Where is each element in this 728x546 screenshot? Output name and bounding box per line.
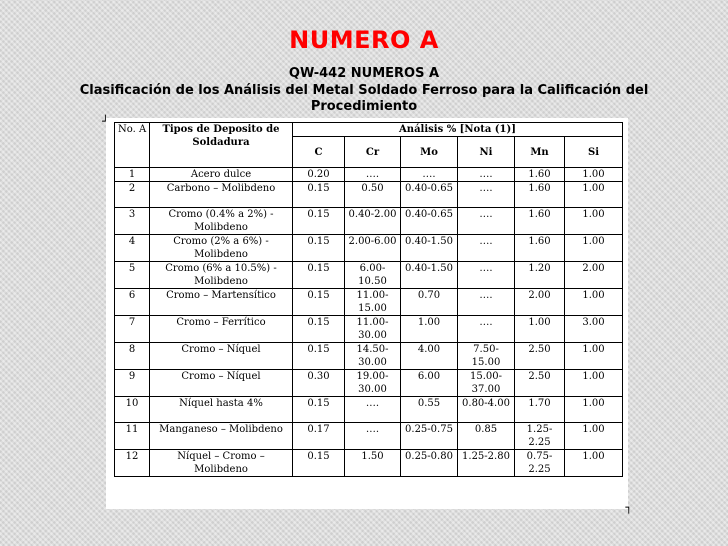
cell-mo: 1.00 — [401, 316, 458, 343]
cell-c: 0.15 — [293, 235, 345, 262]
cell-mo: 0.40-1.50 — [401, 235, 458, 262]
table-row — [115, 343, 623, 370]
cell-si: 1.00 — [565, 168, 623, 182]
cell-no: 11 — [115, 423, 150, 450]
cell-cr: 19.00-30.00 — [345, 370, 401, 397]
cell-mo: 0.70 — [401, 289, 458, 316]
header-si: Si — [565, 137, 623, 168]
cell-cr: 14.50-30.00 — [345, 343, 401, 370]
cell-no: 2 — [115, 182, 150, 208]
cell-mn: 1.60 — [515, 168, 565, 182]
table-row — [115, 316, 623, 343]
header-ni: Ni — [458, 137, 515, 168]
cell-ni: …. — [458, 235, 515, 262]
header-no: No. A — [115, 123, 150, 168]
classification-table — [114, 122, 623, 477]
cell-no: 10 — [115, 397, 150, 423]
cell-si: 1.00 — [565, 397, 623, 423]
cell-ni: 0.80-4.00 — [458, 397, 515, 423]
cell-cr: 0.50 — [345, 182, 401, 208]
cell-tipo: Cromo (6% a 10.5%) - Molibdeno — [150, 262, 293, 289]
cell-ni: 7.50-15.00 — [458, 343, 515, 370]
cell-si: 1.00 — [565, 370, 623, 397]
header-c: C — [293, 137, 345, 168]
cell-no: 1 — [115, 168, 150, 182]
cell-mn: 1.25-2.25 — [515, 423, 565, 450]
cell-c: 0.15 — [293, 343, 345, 370]
cell-ni: …. — [458, 182, 515, 208]
cell-cr: 0.40-2.00 — [345, 208, 401, 235]
header-tipo: Tipos de Deposito de Soldadura — [150, 123, 293, 168]
cell-no: 9 — [115, 370, 150, 397]
cell-c: 0.15 — [293, 262, 345, 289]
cell-si: 3.00 — [565, 316, 623, 343]
table-row — [115, 450, 623, 477]
cell-mo: 0.25-0.80 — [401, 450, 458, 477]
cell-si: 2.00 — [565, 262, 623, 289]
cell-tipo: Cromo (2% a 6%) - Molibdeno — [150, 235, 293, 262]
cell-cr: 2.00-6.00 — [345, 235, 401, 262]
cell-mo: …. — [401, 168, 458, 182]
cell-no: 5 — [115, 262, 150, 289]
cell-si: 1.00 — [565, 423, 623, 450]
cell-no: 12 — [115, 450, 150, 477]
cell-ni: …. — [458, 289, 515, 316]
table-row — [115, 370, 623, 397]
cell-mo: 0.55 — [401, 397, 458, 423]
cell-cr: 1.50 — [345, 450, 401, 477]
cell-cr: 11.00-30.00 — [345, 316, 401, 343]
cell-ni: …. — [458, 168, 515, 182]
table-row — [115, 397, 623, 423]
cell-no: 6 — [115, 289, 150, 316]
slide-subtitle — [0, 66, 728, 115]
cell-no: 4 — [115, 235, 150, 262]
cell-c: 0.15 — [293, 316, 345, 343]
corner-mark-bottom-right: ┐ — [625, 501, 632, 514]
cell-tipo: Carbono – Molibdeno — [150, 182, 293, 208]
table-row — [115, 423, 623, 450]
cell-c: 0.15 — [293, 450, 345, 477]
cell-c: 0.17 — [293, 423, 345, 450]
cell-tipo: Níquel hasta 4% — [150, 397, 293, 423]
cell-si: 1.00 — [565, 343, 623, 370]
cell-si: 1.00 — [565, 450, 623, 477]
cell-mn: 1.60 — [515, 182, 565, 208]
table-image — [102, 115, 632, 514]
cell-ni: 15.00-37.00 — [458, 370, 515, 397]
table-row — [115, 208, 623, 235]
cell-mn: 1.00 — [515, 316, 565, 343]
cell-tipo: Manganeso – Molibdeno — [150, 423, 293, 450]
cell-cr: …. — [345, 397, 401, 423]
cell-cr: …. — [345, 168, 401, 182]
cell-mn: 1.20 — [515, 262, 565, 289]
cell-mn: 0.75-2.25 — [515, 450, 565, 477]
table-row — [115, 289, 623, 316]
cell-no: 3 — [115, 208, 150, 235]
cell-tipo: Cromo (0.4% a 2%) - Molibdeno — [150, 208, 293, 235]
slide-title: NUMERO A — [289, 26, 439, 54]
cell-tipo: Acero dulce — [150, 168, 293, 182]
cell-c: 0.15 — [293, 397, 345, 423]
cell-c: 0.20 — [293, 168, 345, 182]
cell-tipo: Cromo – Martensítico — [150, 289, 293, 316]
header-analisis: Análisis % [Nota (1)] — [293, 123, 623, 137]
table-row — [115, 262, 623, 289]
cell-si: 1.00 — [565, 208, 623, 235]
table-row — [115, 168, 623, 182]
table-row — [115, 235, 623, 262]
cell-mo: 0.40-1.50 — [401, 262, 458, 289]
classification-description: Clasificación de los Análisis del Metal Soldado Ferroso para la Calificación del Procedimiento — [79, 83, 649, 114]
cell-ni: 0.85 — [458, 423, 515, 450]
cell-tipo: Cromo – Ferrítico — [150, 316, 293, 343]
cell-mn: 2.00 — [515, 289, 565, 316]
cell-mo: 4.00 — [401, 343, 458, 370]
cell-ni: 1.25-2.80 — [458, 450, 515, 477]
header-mo: Mo — [401, 137, 458, 168]
cell-mo: 0.40-0.65 — [401, 208, 458, 235]
cell-c: 0.15 — [293, 182, 345, 208]
cell-si: 1.00 — [565, 235, 623, 262]
code-heading: QW-442 NUMEROS A — [288, 66, 440, 81]
cell-cr: 11.00-15.00 — [345, 289, 401, 316]
header-mn: Mn — [515, 137, 565, 168]
corner-mark-top-left: ┘ — [102, 115, 109, 128]
cell-mo: 6.00 — [401, 370, 458, 397]
cell-tipo: Níquel – Cromo – Molibdeno — [150, 450, 293, 477]
cell-no: 7 — [115, 316, 150, 343]
table-row — [115, 182, 623, 208]
header-cr: Cr — [345, 137, 401, 168]
cell-c: 0.15 — [293, 208, 345, 235]
cell-si: 1.00 — [565, 182, 623, 208]
cell-no: 8 — [115, 343, 150, 370]
cell-mn: 2.50 — [515, 370, 565, 397]
cell-si: 1.00 — [565, 289, 623, 316]
cell-mo: 0.25-0.75 — [401, 423, 458, 450]
cell-ni: …. — [458, 262, 515, 289]
cell-mn: 2.50 — [515, 343, 565, 370]
cell-c: 0.15 — [293, 289, 345, 316]
cell-tipo: Cromo – Níquel — [150, 343, 293, 370]
cell-mo: 0.40-0.65 — [401, 182, 458, 208]
cell-ni: …. — [458, 316, 515, 343]
cell-ni: …. — [458, 208, 515, 235]
cell-mn: 1.70 — [515, 397, 565, 423]
cell-mn: 1.60 — [515, 208, 565, 235]
cell-mn: 1.60 — [515, 235, 565, 262]
cell-cr: 6.00-10.50 — [345, 262, 401, 289]
cell-c: 0.30 — [293, 370, 345, 397]
cell-tipo: Cromo – Níquel — [150, 370, 293, 397]
cell-cr: …. — [345, 423, 401, 450]
